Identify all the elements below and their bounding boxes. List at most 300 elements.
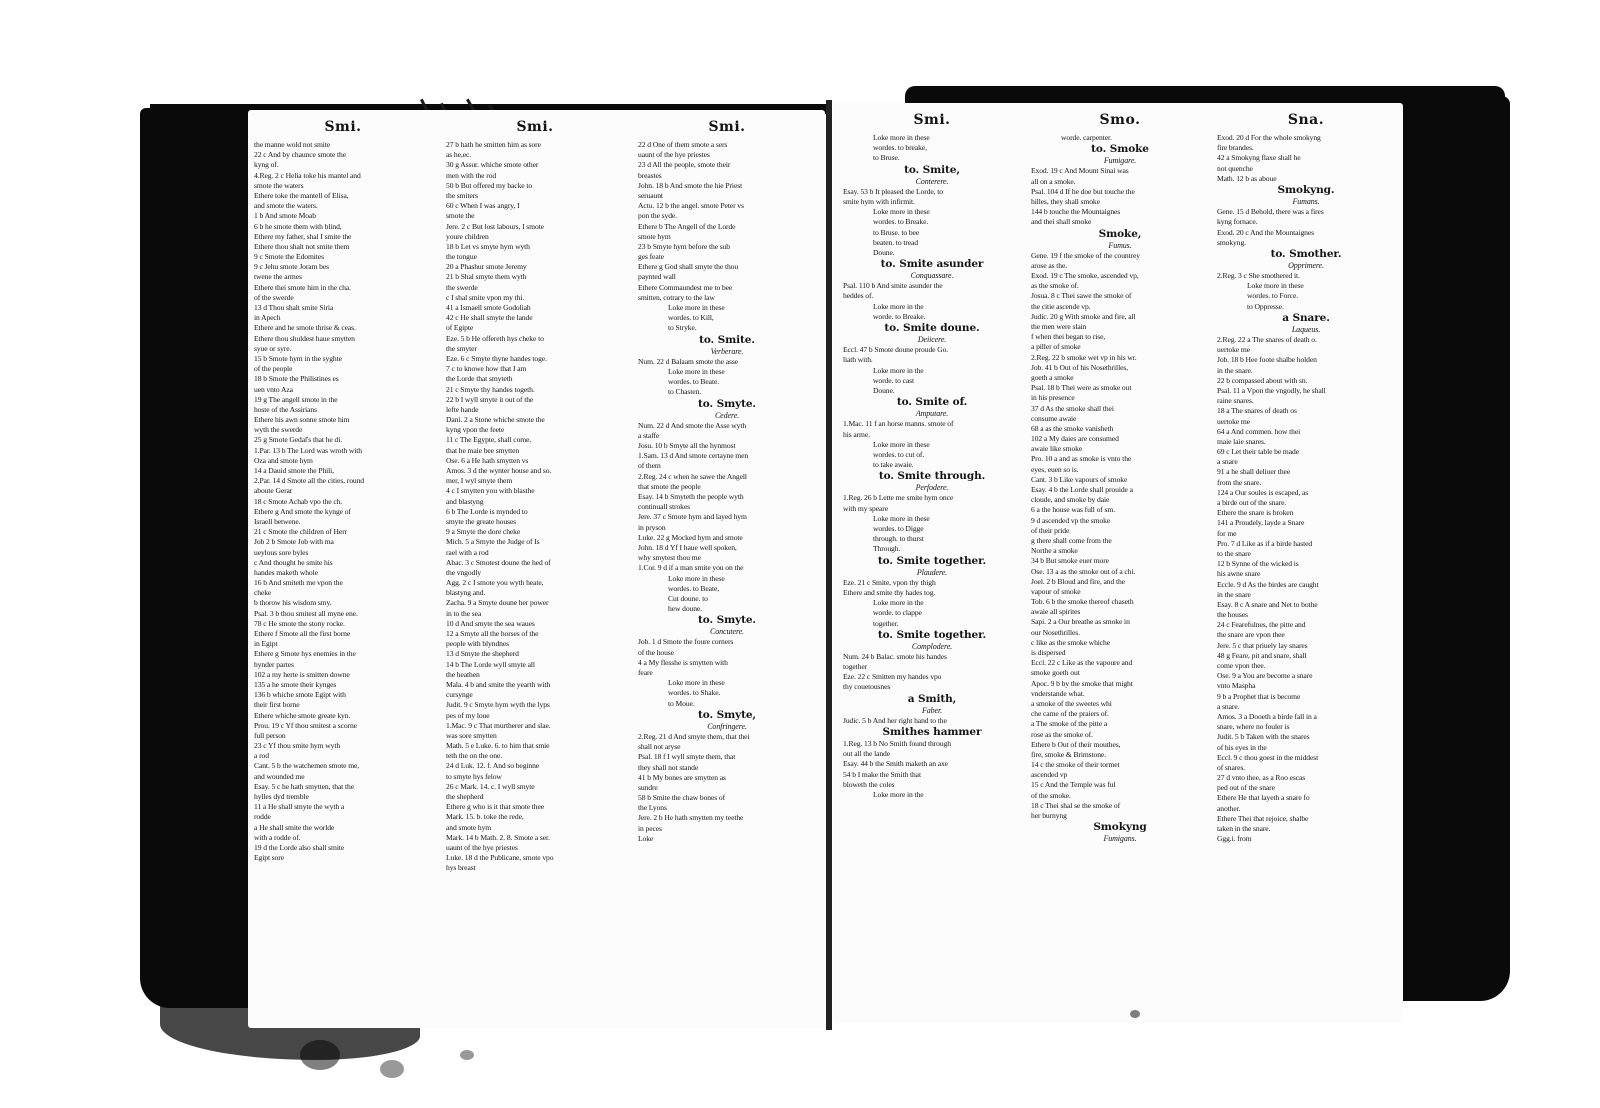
- dictionary-entry-line: 1.Cor. 9 d if a man smite you on the: [638, 563, 744, 573]
- dictionary-entry-line: 6 a the house was full of sm.: [1031, 505, 1115, 515]
- dictionary-entry-line: Ose. 9 a You are become a snare: [1217, 671, 1313, 681]
- dictionary-entry-line: of the smoke.: [1031, 790, 1071, 800]
- dictionary-entry-line: Pro. 7 d Like as if a birde hasted: [1217, 538, 1313, 548]
- dictionary-entry-line: 141 a Proudely, layde a Snare: [1217, 518, 1305, 528]
- column: [446, 118, 624, 874]
- dictionary-entry-line: Ethere He that layeth a snare fo: [1217, 793, 1310, 803]
- dictionary-entry-line: 26 c Mark. 14. c. I wyll smyte: [446, 781, 535, 791]
- dictionary-entry-line: vapour of smoke: [1031, 586, 1081, 596]
- dictionary-entry-line: hynder partes: [254, 659, 294, 669]
- dictionary-entry-line: wordes. to Breake.: [873, 217, 929, 227]
- dictionary-entry-line: 14 c the smoke of their tormet: [1031, 760, 1120, 770]
- dictionary-entry-line: 2.Reg. 21 d And smyte them, that thei: [638, 731, 750, 741]
- dictionary-entry-line: 20 a Phashur smote Jeremy: [446, 262, 527, 272]
- dictionary-entry-line: Fumigare.: [1103, 156, 1137, 166]
- dictionary-entry-line: as he,ec.: [446, 150, 472, 160]
- dictionary-entry-line: Ethere thou shalt not smite them: [254, 241, 350, 251]
- dictionary-entry-line: Judic. 5 b And her right hand to the: [843, 715, 947, 725]
- dictionary-entry-line: with my speare: [843, 503, 888, 513]
- dictionary-entry-line: Judic. 20 g With smoke and fire, all: [1031, 311, 1136, 321]
- dictionary-entry-line: 1.Reg. 13 b No Smith found through: [843, 739, 951, 748]
- dictionary-entry-line: Num. 22 d Balaam smote the asse: [638, 356, 739, 366]
- dictionary-entry-line: c And thought he smite his: [254, 557, 333, 567]
- dictionary-entry-line: 34 b But smoke euer more: [1031, 556, 1109, 566]
- dictionary-entry-line: the swerde: [446, 282, 478, 292]
- dictionary-entry-line: Ose. 6 a He hath smytten vs: [446, 455, 529, 465]
- left-page: [248, 110, 825, 1028]
- dictionary-entry-line: Ggg.i. from: [1217, 834, 1252, 844]
- dictionary-entry-line: Esay. 8 c A snare and Net to bothe: [1217, 599, 1318, 609]
- dictionary-entry-line: 9 c Jehu smote Joram bes: [254, 262, 329, 272]
- dictionary-entry-line: to Stryke.: [668, 323, 697, 333]
- dictionary-entry-line: 1.Reg. 26 b Lette me smite hym once: [843, 493, 954, 503]
- dictionary-entry-line: raine snares.: [1217, 396, 1254, 406]
- dictionary-entry-line: ges feate: [638, 252, 664, 262]
- column-header: Smi.: [708, 119, 746, 135]
- right-page: [833, 103, 1403, 1023]
- dictionary-entry-line: wordes. to Kill,: [668, 313, 714, 323]
- dictionary-entry-line: our Nosethrilles.: [1031, 627, 1080, 637]
- dictionary-entry-line: Ethere thei smote him in the cha.: [254, 282, 351, 292]
- dictionary-entry-line: a Snare.: [1282, 311, 1330, 324]
- dictionary-entry-line: Loke more in these: [668, 303, 725, 312]
- dictionary-entry-line: cursynge: [446, 690, 473, 700]
- dictionary-entry-line: 9 a Smyte the dore cheke: [446, 527, 521, 537]
- dictionary-entry-line: a staffe: [638, 430, 660, 440]
- dictionary-entry-line: in Egipt: [254, 639, 278, 649]
- dictionary-entry-line: a rod: [254, 751, 269, 761]
- dictionary-entry-line: 6 b he smote them with blind,: [254, 221, 342, 231]
- dictionary-entry-line: bloweth the coles: [843, 779, 895, 789]
- dictionary-entry-line: Oza and smote hym: [254, 455, 313, 465]
- dictionary-entry-line: in the snare: [1217, 589, 1251, 599]
- dictionary-entry-line: smote hym: [638, 231, 671, 241]
- dictionary-entry-line: full person: [254, 730, 286, 740]
- dictionary-entry-line: Loke more in these: [668, 678, 725, 688]
- dictionary-entry-line: the vngodly: [446, 567, 481, 577]
- dictionary-entry-line: to. Smyte,: [698, 708, 756, 721]
- dictionary-entry-line: 135 a he smote their kynges: [254, 679, 337, 689]
- dictionary-entry-line: together: [843, 662, 868, 672]
- dictionary-entry-line: a Smith,: [907, 692, 957, 705]
- dictionary-entry-line: Deiicere.: [917, 335, 947, 344]
- scan-shadow-right: [1400, 96, 1510, 1001]
- dictionary-entry-line: Loke more in the: [873, 789, 924, 799]
- dictionary-entry-line: ascended vp: [1031, 770, 1068, 780]
- dictionary-entry-line: Agg. 2 c I smote you wyth heate,: [446, 578, 544, 588]
- dictionary-entry-line: pon the syde.: [638, 211, 677, 221]
- dictionary-entry-line: wyth the swerde: [254, 425, 303, 435]
- dictionary-entry-line: seruaunt: [638, 190, 663, 200]
- dictionary-entry-line: Amos. 3 a Dooeth a birde fall in a: [1217, 711, 1317, 721]
- dictionary-entry-line: cloude, and smoke by daie: [1031, 495, 1110, 505]
- dictionary-entry-line: Ethere g And smote the kynge of: [254, 506, 351, 516]
- dictionary-entry-line: teth the on the one.: [446, 751, 502, 761]
- dictionary-entry-line: awaie like smoke: [1031, 444, 1083, 454]
- dictionary-entry-line: Loke more in these: [873, 207, 930, 217]
- dictionary-entry-line: 25 g Smote Gedal's that he di.: [254, 435, 343, 445]
- dictionary-entry-line: wordes. to cut of.: [873, 449, 925, 459]
- dictionary-entry-line: rose as the smoke of.: [1031, 729, 1093, 739]
- dictionary-entry-line: kyng fornace.: [1217, 217, 1258, 227]
- dictionary-entry-line: 14 b The Lorde wyll smyte all: [446, 659, 535, 669]
- dictionary-entry-line: to smyte hys felow: [446, 771, 502, 781]
- dictionary-entry-line: 21 b Shal smyte them wyth: [446, 272, 527, 282]
- dictionary-entry-line: thy couetousnes: [843, 682, 891, 692]
- dictionary-entry-line: 19 g The angell smote in the: [254, 394, 338, 404]
- dictionary-entry-line: hylles dyd tremble: [254, 792, 309, 801]
- dictionary-entry-line: Plaudere.: [916, 567, 948, 577]
- dictionary-entry-line: of the swerde: [254, 292, 294, 302]
- dictionary-entry-line: aboute Gerar: [254, 486, 293, 496]
- dictionary-entry-line: Ethere b Out of their mouthes,: [1031, 739, 1121, 749]
- dictionary-entry-line: they shall not stande: [638, 762, 699, 772]
- dictionary-entry-line: the smiters: [446, 190, 479, 200]
- scan-smudge: [300, 1040, 340, 1070]
- scan-smudge: [1130, 1010, 1140, 1018]
- dictionary-entry-line: Loke more in these: [873, 133, 930, 142]
- dictionary-entry-line: 4.Reg. 2 c Helia toke his mantel and: [254, 170, 361, 180]
- dictionary-entry-line: Eze. 5 b He offereth hys cheke to: [446, 333, 544, 343]
- dictionary-entry-line: Cant. 5 b the watchemen smote me,: [254, 761, 360, 771]
- dictionary-entry-line: 21 c Smote the children of Herr: [254, 527, 348, 537]
- dictionary-entry-line: 2.Reg. 3 c She smothered it.: [1217, 271, 1300, 281]
- dictionary-entry-line: worde. to cast: [873, 375, 914, 385]
- dictionary-entry-line: 58 b Smite the chaw bones of: [638, 793, 726, 803]
- dictionary-entry-line: Pro. 10 a and as smoke is vnto the: [1031, 454, 1132, 464]
- dictionary-entry-line: kyng of.: [254, 160, 279, 170]
- dictionary-entry-line: wordes. to breake,: [873, 143, 927, 153]
- dictionary-entry-line: 13 d Smyte the shepherd: [446, 649, 519, 659]
- dictionary-entry-line: hilles, they shall smoke: [1031, 196, 1100, 206]
- dictionary-entry-line: Laqueus.: [1291, 324, 1321, 334]
- dictionary-entry-line: 41 b My bones are smytten as: [638, 772, 726, 782]
- dictionary-entry-line: Ethere and he smote thrise & ceas.: [254, 323, 356, 333]
- dictionary-entry-line: taken in the snare.: [1217, 824, 1271, 833]
- dictionary-entry-line: a smoke of the sweetes whi: [1031, 698, 1112, 708]
- scan-smudge: [460, 1050, 474, 1060]
- dictionary-entry-line: 18 b Smote the Philistines es: [254, 374, 339, 384]
- dictionary-entry-line: to. Smite doune.: [884, 322, 980, 334]
- dictionary-entry-line: to. Smite together.: [877, 554, 987, 567]
- dictionary-entry-line: 1 b And smote Moab: [254, 211, 316, 221]
- dictionary-entry-line: vnderstande what.: [1031, 688, 1085, 698]
- dictionary-entry-line: 18 c Smote Achab vpo the ch.: [254, 496, 343, 506]
- dictionary-entry-line: 18 b Let vs smyte hym wyth: [446, 241, 530, 251]
- book-gutter: [826, 100, 832, 1030]
- dictionary-entry-line: smitten, cotrary to the law: [638, 292, 715, 302]
- dictionary-entry-line: people with blyndnes: [446, 639, 509, 649]
- dictionary-entry-line: 1.Mac. 11 f an horse manns. smote of: [843, 419, 954, 429]
- dictionary-entry-line: 102 a my herte is smitten downe: [254, 669, 350, 679]
- dictionary-entry-line: to Chasten.: [668, 387, 702, 397]
- dictionary-entry-line: to. Smite.: [699, 333, 755, 346]
- dictionary-entry-line: Cedere.: [714, 410, 740, 420]
- dictionary-entry-line: c like as the smoke whiche: [1031, 637, 1111, 647]
- dictionary-entry-line: Judit. 9 c Smyte hym wyth the lyps: [446, 700, 550, 710]
- dictionary-entry-line: Ethere and smite thy hades tog.: [843, 587, 936, 597]
- dictionary-entry-line: the Lyons: [638, 803, 667, 813]
- dictionary-entry-line: Opprimere.: [1288, 260, 1324, 270]
- dictionary-entry-line: wordes. to Beate.: [668, 377, 720, 387]
- dictionary-entry-line: to. Smite of.: [896, 396, 968, 409]
- dictionary-entry-line: is dispersed: [1031, 648, 1066, 657]
- dictionary-entry-line: a snare: [1217, 457, 1238, 467]
- dictionary-entry-line: the men were slain: [1031, 322, 1087, 331]
- dictionary-entry-line: wordes. to Beate,: [668, 583, 720, 593]
- dictionary-entry-line: Psal. 104 d If he doe but touche the: [1031, 186, 1135, 196]
- dictionary-entry-line: Smoke,: [1098, 227, 1142, 240]
- dictionary-entry-line: 24 d Luk. 12. f. And so beginne: [446, 761, 540, 771]
- dictionary-entry-line: Math. 5 e Luke. 6. to him that smie: [446, 741, 550, 751]
- dictionary-entry-line: Zacha. 9 a Smyte doune her power: [446, 598, 549, 608]
- dictionary-entry-line: Doune.: [873, 385, 895, 395]
- dictionary-entry-line: Complodere.: [911, 641, 953, 651]
- dictionary-entry-line: Fumus.: [1108, 240, 1132, 250]
- dictionary-entry-line: and thei shall smoke: [1031, 217, 1092, 227]
- dictionary-entry-line: Psal. 11 a Vpon the vngodly, he shall: [1217, 385, 1326, 395]
- dictionary-entry-line: Conterere.: [915, 176, 949, 186]
- dictionary-entry-line: Job. 41 b Out of his Nosethrilles,: [1031, 362, 1129, 372]
- dictionary-entry-line: cheke: [254, 588, 272, 598]
- dictionary-entry-line: youre children: [446, 231, 489, 241]
- dictionary-entry-line: the citie ascende vp.: [1031, 301, 1091, 311]
- dictionary-entry-line: Josua. 8 c Thei sawe the smoke of: [1031, 291, 1132, 301]
- dictionary-entry-line: shall not aryse: [638, 742, 681, 752]
- dictionary-entry-line: 11 a He shall smyte the wyth a: [254, 802, 345, 812]
- dictionary-entry-line: Ethere his awn sonne smote him: [254, 415, 350, 425]
- dictionary-entry-line: a The smoke of the pitte a: [1031, 719, 1108, 729]
- dictionary-entry-line: was sore smytten: [446, 730, 497, 740]
- column: [254, 118, 432, 863]
- dictionary-entry-line: 22 d One of them smote a sers: [638, 140, 728, 149]
- dictionary-entry-line: 54 b I make the Smith that: [843, 769, 921, 779]
- dictionary-entry-line: 23 c Yf thou smite hym wyth: [254, 741, 341, 751]
- dictionary-entry-line: to. Smite,: [904, 163, 960, 176]
- dictionary-entry-line: 136 b whiche smote Egipt with: [254, 690, 346, 700]
- dictionary-entry-line: Num. 22 d And smote the Asse wyth: [638, 420, 747, 430]
- dictionary-entry-line: another.: [1217, 803, 1241, 813]
- dictionary-entry-line: smoke goeth out: [1031, 668, 1080, 678]
- dictionary-entry-line: the manne wold not smite: [254, 140, 331, 149]
- dictionary-entry-line: consume awaie: [1031, 413, 1077, 423]
- dictionary-entry-line: together.: [873, 618, 899, 628]
- dictionary-entry-line: Loke more in the: [873, 365, 924, 375]
- dictionary-entry-line: Ose. 13 a as the smoke out of a chi.: [1031, 566, 1136, 576]
- dictionary-entry-line: 12 a Smyte all the horses of the: [446, 629, 539, 638]
- dictionary-entry-line: eyes, euen so is.: [1031, 464, 1079, 474]
- dictionary-entry-line: a He shall smite the worlde: [254, 822, 335, 832]
- dictionary-entry-line: Abac. 3 c Smotest doune the hed of: [446, 557, 551, 567]
- dictionary-entry-line: Eccl. 22 c Like as the vapoure and: [1031, 658, 1133, 668]
- dictionary-entry-line: rael with a rod: [446, 547, 489, 557]
- dictionary-entry-line: Gene. 19 f the smoke of the countrey: [1031, 250, 1141, 260]
- dictionary-entry-line: Ethere g Smote hys enemies in the: [254, 649, 356, 659]
- dictionary-entry-line: Exod. 19 c And Mount Sinai was: [1031, 166, 1129, 176]
- dictionary-entry-line: 2.Reg. 22 b smoke wet vp in his wr.: [1031, 352, 1137, 362]
- dictionary-entry-line: f when thei began to rise,: [1031, 332, 1106, 342]
- dictionary-entry-line: 22 b I wyll smyte it out of the: [446, 394, 534, 404]
- dictionary-entry-line: 42 c He shall smyte the lande: [446, 313, 533, 323]
- dictionary-entry-line: Loke more in the: [873, 598, 924, 608]
- dictionary-entry-line: 22 c And by chaunce smote the: [254, 150, 346, 160]
- dictionary-entry-line: 4 c I smytten you with blasthe: [446, 486, 535, 496]
- dictionary-entry-line: 15 c And the Temple was ful: [1031, 780, 1116, 790]
- dictionary-entry-line: 91 a he shall deliuer thee: [1217, 467, 1291, 477]
- column: [1031, 111, 1209, 844]
- dictionary-entry-line: Ethere g God shall smyte the thou: [638, 262, 739, 272]
- dictionary-entry-line: as the smoke of.: [1031, 281, 1079, 291]
- dictionary-entry-line: ueylous sore byles: [254, 547, 309, 557]
- dictionary-entry-line: goeth a smoke: [1031, 372, 1074, 382]
- dictionary-entry-line: Jere. 2 b He hath smytten my teethe: [638, 813, 744, 823]
- dictionary-entry-line: smokyng.: [1217, 237, 1246, 247]
- dictionary-entry-line: from the snare.: [1217, 477, 1262, 487]
- dictionary-entry-line: their first borne: [254, 700, 300, 710]
- dictionary-entry-line: of Egipte: [446, 323, 474, 333]
- dictionary-entry-line: 2.Reg. 22 a The snares of death o.: [1217, 335, 1317, 344]
- dictionary-entry-line: 1.Sam. 13 d And smote certayne men: [638, 451, 749, 461]
- dictionary-entry-line: Job. 18 b Hee foote shalbe holden: [1217, 355, 1317, 365]
- dictionary-entry-line: 64 a And commen. how thei: [1217, 426, 1301, 436]
- dictionary-entry-line: Mala. 4 b and smite the yearth with: [446, 679, 551, 689]
- dictionary-entry-line: of the people: [254, 364, 293, 374]
- dictionary-entry-line: 2.Reg. 24 c when he sawe the Angell: [638, 471, 747, 481]
- scan-smudge: [380, 1060, 404, 1078]
- dictionary-entry-line: Exod. 20 c And the Mountaignes: [1217, 227, 1314, 237]
- dictionary-entry-line: Fumigans.: [1103, 834, 1137, 844]
- dictionary-entry-line: Amputare.: [915, 409, 949, 419]
- dictionary-entry-line: Loke more in the: [873, 301, 924, 311]
- dictionary-entry-line: to Oppresse.: [1247, 301, 1284, 311]
- dictionary-entry-line: the snare are vpon thee: [1217, 630, 1285, 640]
- dictionary-entry-line: the heathen: [446, 669, 480, 679]
- dictionary-entry-line: Doune.: [873, 247, 895, 257]
- dictionary-entry-line: of the house: [638, 647, 674, 657]
- dictionary-entry-line: hys breast: [446, 863, 476, 873]
- dictionary-entry-line: feare: [638, 668, 653, 677]
- dictionary-entry-line: of his eyes in the: [1217, 742, 1267, 752]
- dictionary-entry-line: in his presence: [1031, 393, 1075, 403]
- dictionary-entry-line: Esay. 44 b the Smith maketh an axe: [843, 759, 948, 769]
- dictionary-entry-line: awaie all spirites: [1031, 607, 1081, 617]
- dictionary-entry-line: Mark. 14 b Math. 2. 8. Smote a ser.: [446, 832, 550, 842]
- dictionary-entry-line: Eze. 6 c Smyte thyne handes toge.: [446, 353, 547, 363]
- dictionary-entry-line: che came of the praiers of.: [1031, 709, 1109, 719]
- column: [638, 118, 816, 844]
- dictionary-entry-line: Exod. 20 d For the whole smokyng: [1217, 133, 1321, 142]
- dictionary-entry-line: Luke. 18 d the Publicane, smote vpo: [446, 853, 554, 863]
- dictionary-entry-line: 124 a Our soules is escaped, as: [1217, 487, 1309, 497]
- dictionary-entry-line: Actu. 12 b the angel. smote Peter vs: [638, 201, 744, 211]
- dictionary-entry-line: Jere. 2 c But lost labours, I smote: [446, 221, 544, 231]
- dictionary-entry-line: Jere. 37 c Smote hym and layed hym: [638, 512, 747, 522]
- dictionary-entry-line: out all the lande: [843, 749, 891, 759]
- dictionary-entry-line: John. 18 b And smote the hie Priest: [638, 180, 743, 190]
- dictionary-entry-line: smote the waters: [254, 180, 304, 190]
- dictionary-entry-line: with a rodde of.: [254, 832, 301, 842]
- dictionary-entry-line: Eccle. 9 d As the birdes are caught: [1217, 579, 1319, 589]
- dictionary-entry-line: 19 d the Lorde also shall smite: [254, 842, 345, 852]
- dictionary-entry-line: Loke more in these: [668, 573, 725, 583]
- dictionary-entry-line: 41 a Ismaell smote Godoliah: [446, 303, 531, 312]
- dictionary-entry-line: Esay. 5 c he hath smytten, that the: [254, 781, 354, 791]
- dictionary-entry-line: snare, where no fouler is: [1217, 722, 1290, 732]
- dictionary-entry-line: 50 b But offered my backe to: [446, 180, 533, 190]
- dictionary-entry-line: Smokyng: [1093, 821, 1147, 834]
- dictionary-entry-line: pes of my loue: [446, 710, 490, 720]
- dictionary-entry-line: John. 18 d Yf I haue well spoken,: [638, 542, 737, 552]
- dictionary-entry-line: Confringere.: [707, 721, 747, 731]
- dictionary-entry-line: Luke. 22 g Mocked hym and smote: [638, 532, 743, 542]
- dictionary-entry-line: Apoc. 9 b by the smoke that might: [1031, 678, 1133, 688]
- dictionary-entry-line: 4 a My flesshe is smytten with: [638, 657, 728, 667]
- dictionary-entry-line: to. Smoke: [1091, 143, 1149, 156]
- dictionary-entry-line: to. Smyte.: [698, 397, 756, 410]
- dictionary-entry-line: that smote the people: [638, 481, 701, 491]
- dictionary-entry-line: 1.Par. 13 b The Lord was wroth with: [254, 445, 362, 455]
- dictionary-entry-line: through. to thurst: [873, 534, 924, 544]
- dictionary-entry-line: g there shall come from the: [1031, 535, 1112, 545]
- dictionary-entry-line: 12 b Synne of the wicked is: [1217, 559, 1299, 569]
- dictionary-entry-line: to. Smyte.: [698, 614, 756, 627]
- dictionary-entry-line: Ethere Commaundest me to bee: [638, 282, 733, 292]
- dictionary-entry-line: uaunt of the hye priestes: [446, 842, 518, 852]
- dictionary-entry-line: the smyter: [446, 343, 477, 353]
- dictionary-entry-line: 60 c When I was angry, I: [446, 201, 520, 211]
- dictionary-entry-line: a birde out of the snare.: [1217, 498, 1287, 507]
- dictionary-entry-line: arose as the.: [1031, 260, 1068, 270]
- dictionary-entry-line: ped out of the snare: [1217, 783, 1275, 793]
- dictionary-entry-line: smyte the greate houses: [446, 516, 517, 526]
- dictionary-entry-line: 48 g Feare, pit and snare, shall: [1217, 650, 1307, 660]
- dictionary-entry-line: 15 b Smote hym in the syghte: [254, 353, 342, 363]
- dictionary-entry-line: Smokyng.: [1277, 183, 1335, 196]
- dictionary-entry-line: Loke more in these: [873, 439, 930, 449]
- dictionary-entry-line: Fumans.: [1292, 196, 1320, 206]
- dictionary-entry-line: his awne snare: [1217, 569, 1261, 579]
- dictionary-entry-line: Egipt sore: [254, 853, 285, 863]
- dictionary-entry-line: 24 c Fearefulnes, the pitte and: [1217, 620, 1306, 630]
- dictionary-entry-line: of them: [638, 461, 661, 471]
- dictionary-entry-line: the houses: [1217, 610, 1248, 620]
- dictionary-entry-line: a piller of smoke: [1031, 342, 1081, 352]
- dictionary-entry-line: 68 a as the smoke vanisheth: [1031, 423, 1114, 433]
- dictionary-entry-line: in pryson: [638, 522, 666, 532]
- dictionary-entry-line: in the snare.: [1217, 365, 1253, 375]
- dictionary-entry-line: Num. 24 b Balac. smote his handes: [843, 651, 947, 661]
- dictionary-entry-line: 16 b And smiteth me vpon the: [254, 578, 343, 588]
- dictionary-entry-line: b thorow his wisdom smy.: [254, 598, 332, 608]
- dictionary-entry-line: hoste of the Assirians: [254, 404, 317, 414]
- dictionary-entry-line: uertoke me: [1217, 345, 1250, 355]
- dictionary-entry-line: 22 b compassed about with sn.: [1217, 375, 1308, 385]
- dictionary-entry-line: and wounded me: [254, 771, 305, 781]
- dictionary-entry-line: Psal. 110 b And smite asunder the: [843, 281, 943, 291]
- dictionary-entry-line: smite hym with infirmit.: [843, 196, 915, 206]
- dictionary-entry-line: wordes. to Digge: [873, 524, 924, 533]
- dictionary-entry-line: 7 c to knowe how that I am: [446, 364, 527, 374]
- dictionary-entry-line: Loke more in these: [873, 513, 930, 523]
- dictionary-entry-line: handes maketh whole: [254, 567, 318, 577]
- dictionary-entry-line: Loke: [638, 833, 654, 843]
- column-header: Smo.: [1099, 112, 1141, 128]
- dictionary-entry-line: Josu. 10 b Smyte all the hynmost: [638, 441, 736, 451]
- dictionary-entry-line: Ethere whiche smote greate kyn.: [254, 710, 351, 720]
- dictionary-entry-line: 42 a Smokyng flaxe shall he: [1217, 153, 1301, 163]
- dictionary-entry-line: 13 d Thou shalt smite Siria: [254, 303, 334, 312]
- dictionary-entry-line: Joel. 2 b Bloud and fire, and the: [1031, 576, 1125, 586]
